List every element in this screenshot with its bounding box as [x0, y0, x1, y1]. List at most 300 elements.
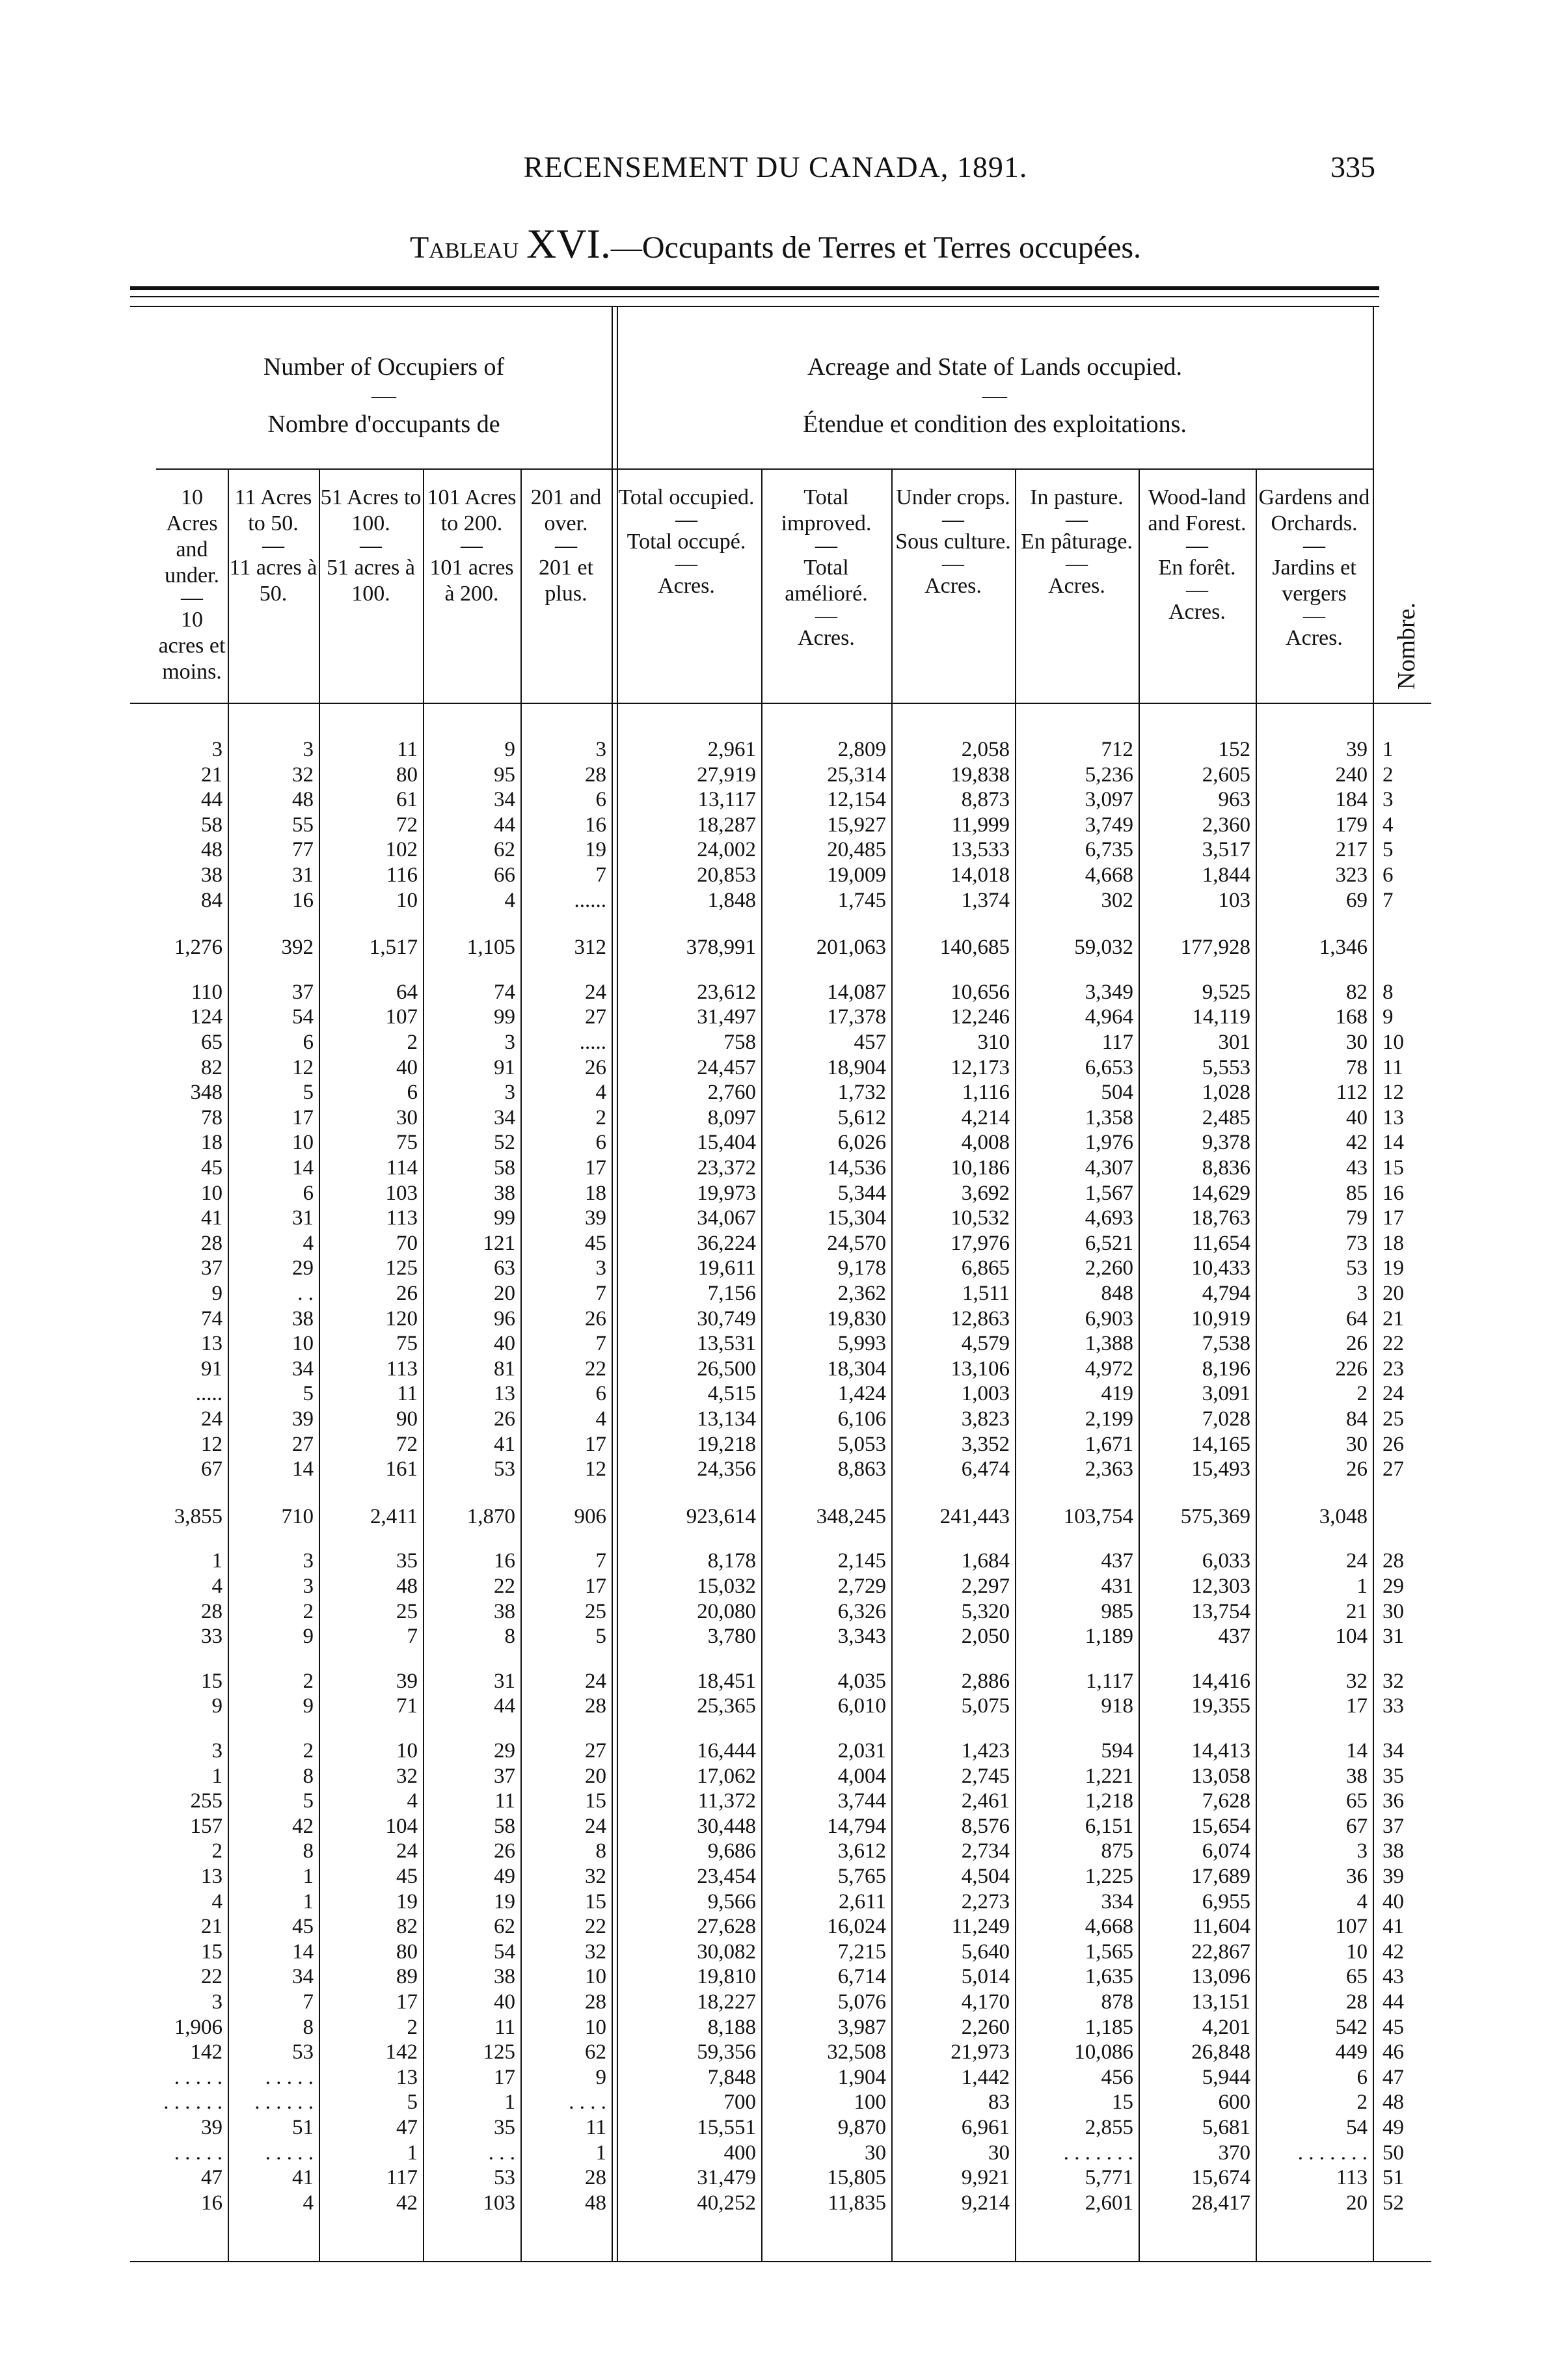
- row-number: 4: [1382, 813, 1394, 837]
- table-row-cell: 16,024: [827, 1915, 886, 1939]
- row-number: 40: [1382, 1889, 1404, 1913]
- table-row-cell: 30: [988, 2141, 1010, 2165]
- table-row-cell: 27,628: [697, 1915, 756, 1939]
- column-header-fr: 11 acres à 50.: [229, 556, 317, 606]
- table-row-cell: 6: [595, 1131, 606, 1155]
- table-row-cell: 11: [494, 1789, 515, 1813]
- table-row-cell: 28: [201, 1231, 223, 1255]
- table-row-cell: 7: [595, 1332, 606, 1356]
- table-row-cell: 27: [585, 1739, 606, 1763]
- table-row-cell: 2,760: [707, 1081, 756, 1105]
- table-row-cell: 32: [292, 763, 314, 787]
- dash: —: [1066, 507, 1088, 532]
- acreage-group-header-en: Acreage and State of Lands occupied.: [807, 353, 1183, 381]
- dash: —: [942, 552, 964, 576]
- table-row-cell: 1: [211, 1549, 223, 1573]
- table-row-cell: 2: [1356, 2090, 1368, 2115]
- table-row-cell: 2: [407, 2015, 418, 2039]
- row-number: 13: [1382, 1105, 1404, 1129]
- table-row-cell: 26: [494, 1839, 515, 1863]
- row-number: 22: [1382, 1332, 1404, 1356]
- table-row-cell: . . . . . .: [163, 2090, 223, 2115]
- table-row-cell: 21: [201, 1915, 223, 1939]
- table-row-cell: 10: [1346, 1940, 1368, 1964]
- table-row-cell: 1,358: [1085, 1105, 1133, 1129]
- column-header-en: 101 Acres to 200.: [427, 485, 517, 535]
- table-row-cell: 13,533: [951, 838, 1010, 862]
- table-row-cell: 240: [1335, 763, 1368, 787]
- row-number: 7: [1382, 888, 1394, 912]
- table-row-cell: 17: [585, 1575, 606, 1598]
- row-number: 34: [1382, 1739, 1404, 1763]
- table-row-cell: 10: [201, 1181, 223, 1205]
- table-row-cell: 6,653: [1085, 1055, 1133, 1079]
- table-row-cell: 2,809: [837, 738, 886, 761]
- table-row-cell: 24,002: [697, 838, 756, 862]
- table-row-cell: 11,835: [828, 2191, 886, 2215]
- table-row-cell: 103: [1218, 888, 1250, 912]
- table-row-cell: 13,096: [1191, 1965, 1250, 1989]
- table-row-cell: 161: [385, 1457, 418, 1481]
- table-row-cell: 5,053: [837, 1432, 886, 1456]
- table-row-cell: 69: [1346, 888, 1368, 912]
- table-row-cell: 22,867: [1191, 1940, 1250, 1964]
- row-number: 33: [1382, 1694, 1404, 1718]
- table-row-cell: 82: [201, 1055, 223, 1079]
- table-row-cell: 16: [494, 1549, 515, 1573]
- table-row-cell: 32,508: [827, 2040, 886, 2064]
- table-row-cell: 5,612: [837, 1105, 886, 1129]
- occupiers-group-header-en: Number of Occupiers of: [263, 353, 505, 381]
- table-row-cell: 18: [201, 1131, 223, 1155]
- table-row-cell: 8,097: [707, 1105, 756, 1129]
- table-row-cell: 3,612: [837, 1839, 886, 1863]
- table-row-cell: 10,433: [1191, 1256, 1250, 1280]
- table-row-cell: 3,091: [1202, 1382, 1250, 1406]
- table-row-cell: 13: [201, 1332, 223, 1356]
- table-row-cell: 13,151: [1191, 1990, 1250, 2014]
- table-row-cell: 3,749: [1085, 813, 1133, 837]
- table-row-cell: 4,504: [961, 1865, 1010, 1888]
- table-row-cell: .....: [579, 1031, 606, 1054]
- row-number: 50: [1382, 2141, 1404, 2165]
- table-row-cell: 4,668: [1085, 863, 1133, 887]
- table-row-cell: 96: [494, 1306, 515, 1331]
- acreage-group-header-fr: Étendue et condition des exploitations.: [803, 411, 1187, 438]
- table-row-cell: 12: [201, 1432, 223, 1456]
- table-row-cell: 9: [211, 1694, 223, 1718]
- table-row-cell: 12,246: [951, 1005, 1010, 1029]
- row-number: 2: [1382, 763, 1394, 787]
- table-row-cell: 11: [397, 738, 418, 761]
- table-row-cell: 65: [201, 1031, 223, 1054]
- table-row-cell: 4: [303, 2191, 314, 2215]
- row-number: 10: [1382, 1031, 1404, 1054]
- table-row-cell: 12: [292, 1055, 314, 1079]
- table-row-cell: 39: [585, 1206, 606, 1230]
- table-row-cell: 75: [396, 1131, 418, 1155]
- table-row-cell: 6,151: [1085, 1814, 1133, 1838]
- table-row-cell: 83: [988, 2090, 1010, 2115]
- table-row-cell: 142: [385, 2040, 418, 2064]
- table-row-cell: 6: [303, 1181, 314, 1205]
- table-row-cell: 2: [407, 1031, 418, 1054]
- dash: —: [461, 534, 483, 558]
- table-row-cell: 6: [595, 788, 606, 812]
- table-row-cell: 20: [494, 1282, 515, 1305]
- table-row-cell: 37: [494, 1764, 515, 1788]
- table-row-cell: 45: [201, 1156, 223, 1180]
- table-row-cell: 10: [585, 2015, 606, 2039]
- acreage-group-header: [617, 348, 1373, 443]
- row-number: 29: [1382, 1575, 1404, 1598]
- table-row-cell: 65: [1346, 1965, 1368, 1989]
- table-row-cell: 10: [396, 888, 418, 912]
- table-row-cell: 4,170: [961, 1990, 1010, 2014]
- table-row-cell: 4,693: [1085, 1206, 1133, 1230]
- subtitle-number: XVI.: [526, 221, 611, 267]
- table-row-cell: 18,904: [827, 1055, 886, 1079]
- table-row-cell: . . . . . .: [254, 2090, 314, 2115]
- table-row-cell: 84: [201, 888, 223, 912]
- table-row-cell: 28,417: [1191, 2191, 1250, 2215]
- table-row-cell: 2,050: [961, 1625, 1010, 1649]
- table-row-cell: 431: [1101, 1575, 1133, 1598]
- table-row-cell: 2,485: [1202, 1105, 1250, 1129]
- table-row-cell: 20: [1346, 2191, 1368, 2215]
- table-row-cell: 457: [854, 1031, 886, 1054]
- table-row-cell: 8: [303, 1764, 314, 1788]
- column-header-rule: [130, 703, 1431, 704]
- table-row-cell: 1: [595, 2141, 606, 2165]
- table-row-cell: 15,674: [1191, 2166, 1250, 2190]
- table-row-cell: 48: [585, 2191, 606, 2215]
- table-row-cell: 17,976: [951, 1231, 1010, 1255]
- table-row-cell: 21: [201, 763, 223, 787]
- table-row-cell: 70: [396, 1231, 418, 1255]
- table-row-cell: 13: [494, 1382, 515, 1406]
- table-row-cell: 6: [595, 1382, 606, 1406]
- table-row-cell: 600: [1218, 2090, 1250, 2115]
- subtotal-row-cell: 1,346: [1319, 936, 1368, 960]
- divider-nombre: [1373, 307, 1374, 2261]
- table-row-cell: 5,993: [837, 1332, 886, 1356]
- table-row-cell: 79: [1346, 1206, 1368, 1230]
- row-number: 14: [1382, 1131, 1404, 1155]
- table-row-cell: . . . . .: [174, 2065, 223, 2089]
- table-row-cell: 2: [595, 1105, 606, 1129]
- bottom-rule: [130, 2261, 1431, 2262]
- table-row-cell: 102: [385, 838, 418, 862]
- table-row-cell: 456: [1101, 2065, 1133, 2089]
- table-row-cell: 3: [504, 1031, 515, 1054]
- table-row-cell: 17: [1346, 1694, 1368, 1718]
- table-row-cell: 35: [396, 1549, 418, 1573]
- table-row-cell: 6,903: [1085, 1306, 1133, 1331]
- table-row-cell: 6,106: [837, 1407, 886, 1431]
- table-row-cell: 22: [201, 1965, 223, 1989]
- column-header-en: Wood-land and Forest.: [1148, 485, 1247, 535]
- table-row-cell: 18,304: [827, 1357, 886, 1381]
- row-number: 37: [1382, 1814, 1404, 1838]
- subtotal-row-cell: 140,685: [939, 936, 1010, 960]
- table-row-cell: 24: [396, 1839, 418, 1863]
- table-row-cell: 13,106: [951, 1357, 1010, 1381]
- table-row-cell: 21: [1346, 1599, 1368, 1623]
- table-row-cell: 91: [494, 1055, 515, 1079]
- table-row-cell: 9,566: [707, 1889, 756, 1913]
- table-row-cell: 48: [396, 1575, 418, 1598]
- table-row-cell: 8,873: [961, 788, 1010, 812]
- row-number: 17: [1382, 1206, 1404, 1230]
- row-number: 15: [1382, 1156, 1404, 1180]
- table-row-cell: 1,116: [962, 1081, 1010, 1105]
- table-row-cell: 53: [494, 2166, 515, 2190]
- table-row-cell: 45: [292, 1915, 314, 1939]
- table-row-cell: 226: [1335, 1357, 1368, 1381]
- table-row-cell: 34: [292, 1965, 314, 1989]
- table-row-cell: 1,511: [962, 1282, 1010, 1305]
- table-row-cell: . . . . .: [265, 2065, 314, 2089]
- table-row-cell: 99: [494, 1005, 515, 1029]
- table-row-cell: 12,303: [1191, 1575, 1250, 1598]
- table-row-cell: 5: [303, 1382, 314, 1406]
- row-number: 41: [1382, 1915, 1404, 1939]
- table-row-cell: 41: [494, 1432, 515, 1456]
- table-row-cell: 9: [595, 2065, 606, 2089]
- column-unit: Acres.: [1048, 574, 1105, 598]
- table-row-cell: 16,444: [697, 1739, 756, 1763]
- table-row-cell: 7,156: [707, 1282, 756, 1305]
- table-row-cell: 4: [595, 1081, 606, 1105]
- table-row-cell: 5: [303, 1081, 314, 1105]
- table-row-cell: 75: [396, 1332, 418, 1356]
- table-row-cell: 65: [1346, 1789, 1368, 1813]
- table-row-cell: 3,744: [837, 1789, 886, 1813]
- table-row-cell: 54: [1346, 2116, 1368, 2139]
- table-row-cell: 107: [1335, 1915, 1368, 1939]
- table-row-cell: 7,028: [1202, 1407, 1250, 1431]
- table-row-cell: 18,451: [697, 1669, 756, 1693]
- table-row-cell: 15: [201, 1669, 223, 1693]
- dash: —: [1186, 534, 1208, 558]
- table-row-cell: 19,611: [697, 1256, 756, 1280]
- column-header-en: Total improved.: [781, 485, 872, 535]
- table-row-cell: 32: [1346, 1669, 1368, 1693]
- table-row-cell: 1,671: [1085, 1432, 1133, 1456]
- table-row-cell: . . . .: [569, 2090, 606, 2115]
- subtitle-prefix: Tableau: [409, 230, 519, 265]
- table-row-cell: 1,976: [1085, 1131, 1133, 1155]
- table-row-cell: 58: [494, 1156, 515, 1180]
- table-row-cell: 7: [595, 863, 606, 887]
- table-row-cell: 11: [494, 2015, 515, 2039]
- table-row-cell: 10,186: [951, 1156, 1010, 1180]
- table-row-cell: 1,374: [961, 888, 1010, 912]
- table-row-cell: 42: [1346, 1131, 1368, 1155]
- table-row-cell: 30: [865, 2141, 886, 2165]
- table-row-cell: 80: [396, 1940, 418, 1964]
- dash: —: [1303, 534, 1325, 558]
- table-row-cell: 4: [504, 888, 515, 912]
- column-header-fr: 10 acres et moins.: [158, 608, 226, 684]
- row-number: 1: [1382, 738, 1394, 761]
- table-row-cell: 3: [211, 1739, 223, 1763]
- table-row-cell: 4,668: [1085, 1915, 1133, 1939]
- table-row-cell: 400: [723, 2141, 756, 2165]
- table-row-cell: 12,154: [827, 788, 886, 812]
- table-row-cell: 99: [494, 1206, 515, 1230]
- table-row-cell: 14,165: [1191, 1432, 1250, 1456]
- table-row-cell: 36,224: [697, 1231, 756, 1255]
- row-number: 28: [1382, 1549, 1404, 1573]
- table-row-cell: 44: [494, 813, 515, 837]
- table-row-cell: 107: [385, 1005, 418, 1029]
- column-header: [1256, 485, 1373, 651]
- table-row-cell: 38: [1346, 1764, 1368, 1788]
- table-row-cell: 26: [396, 1282, 418, 1305]
- column-header-fr: En pâturage.: [1021, 530, 1133, 554]
- table-row-cell: 2,145: [837, 1549, 886, 1573]
- table-row-cell: 3,987: [837, 2015, 886, 2039]
- table-row-cell: 3,780: [707, 1625, 756, 1649]
- table-row-cell: 1,424: [837, 1382, 886, 1406]
- table-row-cell: 11,654: [1192, 1231, 1250, 1255]
- column-unit: Acres.: [798, 626, 855, 650]
- table-row-cell: 6,714: [837, 1965, 886, 1989]
- table-row-cell: 14: [1346, 1739, 1368, 1763]
- table-row-cell: 9: [303, 1694, 314, 1718]
- table-row-cell: 17,062: [697, 1764, 756, 1788]
- table-row-cell: 3: [303, 1575, 314, 1598]
- table-row-cell: 4,579: [961, 1332, 1010, 1356]
- table-row-cell: 15,032: [697, 1575, 756, 1598]
- table-row-cell: 19,973: [697, 1181, 756, 1205]
- table-row-cell: 40,252: [697, 2191, 756, 2215]
- table-row-cell: 5,076: [837, 1990, 886, 2014]
- table-row-cell: 184: [1335, 788, 1368, 812]
- subtotal-row-cell: 59,032: [1074, 936, 1133, 960]
- table-row-cell: 39: [292, 1407, 314, 1431]
- table-row-cell: 1,745: [837, 888, 886, 912]
- table-row-cell: 49: [494, 1865, 515, 1888]
- table-row-cell: 6,521: [1085, 1231, 1133, 1255]
- table-row-cell: 9,378: [1202, 1131, 1250, 1155]
- table-row-cell: 10: [396, 1739, 418, 1763]
- table-row-cell: 12: [585, 1457, 606, 1481]
- table-row-cell: 82: [1346, 980, 1368, 1004]
- table-row-cell: 1,732: [837, 1081, 886, 1105]
- table-row-cell: 7: [407, 1625, 418, 1649]
- table-row-cell: 1,218: [1085, 1789, 1133, 1813]
- table-row-cell: 19,810: [697, 1965, 756, 1989]
- table-row-cell: 52: [494, 1131, 515, 1155]
- table-row-cell: 26: [1346, 1457, 1368, 1481]
- table-row-cell: 9: [504, 738, 515, 761]
- table-row-cell: 3,692: [961, 1181, 1010, 1205]
- table-row-cell: 419: [1101, 1382, 1133, 1406]
- table-row-cell: 4,214: [961, 1105, 1010, 1129]
- table-row-cell: 53: [292, 2040, 314, 2064]
- table-row-cell: 25: [585, 1599, 606, 1623]
- row-number: 42: [1382, 1940, 1404, 1964]
- table-row-cell: 1: [1356, 1575, 1368, 1598]
- table-row-cell: 30,749: [697, 1306, 756, 1331]
- table-row-cell: 45: [396, 1865, 418, 1888]
- table-row-cell: 963: [1218, 788, 1250, 812]
- table-row-cell: 3: [303, 1549, 314, 1573]
- table-row-cell: 30,082: [697, 1940, 756, 1964]
- table-row-cell: . . . . .: [174, 2141, 223, 2165]
- table-row-cell: 24: [201, 1407, 223, 1431]
- table-row-cell: 30: [396, 1105, 418, 1129]
- table-row-cell: 179: [1335, 813, 1368, 837]
- table-row-cell: 17: [585, 1156, 606, 1180]
- table-row-cell: .....: [195, 1382, 223, 1406]
- table-row-cell: 1,906: [174, 2015, 223, 2039]
- dash: —: [1066, 552, 1088, 576]
- row-number: 51: [1382, 2166, 1404, 2190]
- column-header: [612, 485, 761, 599]
- table-row-cell: 2,601: [1085, 2191, 1133, 2215]
- table-row-cell: 8,178: [707, 1549, 756, 1573]
- table-row-cell: 10,919: [1191, 1306, 1250, 1331]
- table-row-cell: 18: [585, 1181, 606, 1205]
- table-row-cell: 3: [211, 1990, 223, 2014]
- table-row-cell: 1: [303, 1865, 314, 1888]
- table-row-cell: 3: [504, 1081, 515, 1105]
- table-row-cell: 157: [190, 1814, 223, 1838]
- subtotal-row-cell: 241,443: [939, 1504, 1010, 1528]
- table-row-cell: 45: [585, 1231, 606, 1255]
- table-row-cell: 8,863: [837, 1457, 886, 1481]
- table-row-cell: 1,028: [1202, 1081, 1250, 1105]
- table-row-cell: 542: [1335, 2015, 1368, 2039]
- table-row-cell: 19,009: [827, 863, 886, 887]
- table-row-cell: 81: [494, 1357, 515, 1381]
- dash: —: [262, 534, 284, 558]
- table-row-cell: 5,771: [1085, 2166, 1133, 2190]
- table-row-cell: 9,214: [961, 2191, 1010, 2215]
- table-row-cell: 10,086: [1074, 2040, 1133, 2064]
- subtotal-row-cell: 348,245: [816, 1504, 886, 1528]
- table-row-cell: 26: [1346, 1332, 1368, 1356]
- table-row-cell: 2,611: [838, 1889, 886, 1913]
- table-row-cell: 74: [494, 980, 515, 1004]
- table-row-cell: 5,236: [1085, 763, 1133, 787]
- table-row-cell: 13: [396, 2065, 418, 2089]
- table-row-cell: 1,189: [1085, 1625, 1133, 1649]
- table-row-cell: 20,485: [827, 838, 886, 862]
- table-row-cell: 7,538: [1202, 1332, 1250, 1356]
- table-row-cell: 9,870: [837, 2116, 886, 2139]
- table-row-cell: 4,201: [1202, 2015, 1250, 2039]
- table-row-cell: 38: [201, 863, 223, 887]
- table-row-cell: 2,273: [961, 1889, 1010, 1913]
- table-row-cell: 2,362: [837, 1282, 886, 1305]
- table-row-cell: 2,031: [837, 1739, 886, 1763]
- table-row-cell: 10: [292, 1131, 314, 1155]
- table-row-cell: 39: [396, 1669, 418, 1693]
- table-row-cell: 31: [292, 863, 314, 887]
- table-row-cell: 14,413: [1191, 1739, 1250, 1763]
- table-row-cell: 8,188: [707, 2015, 756, 2039]
- table-row-cell: 38: [292, 1306, 314, 1331]
- table-row-cell: 8,836: [1202, 1156, 1250, 1180]
- table-row-cell: 25,365: [697, 1694, 756, 1718]
- table-row-cell: 301: [1218, 1031, 1250, 1054]
- table-row-cell: ......: [574, 888, 606, 912]
